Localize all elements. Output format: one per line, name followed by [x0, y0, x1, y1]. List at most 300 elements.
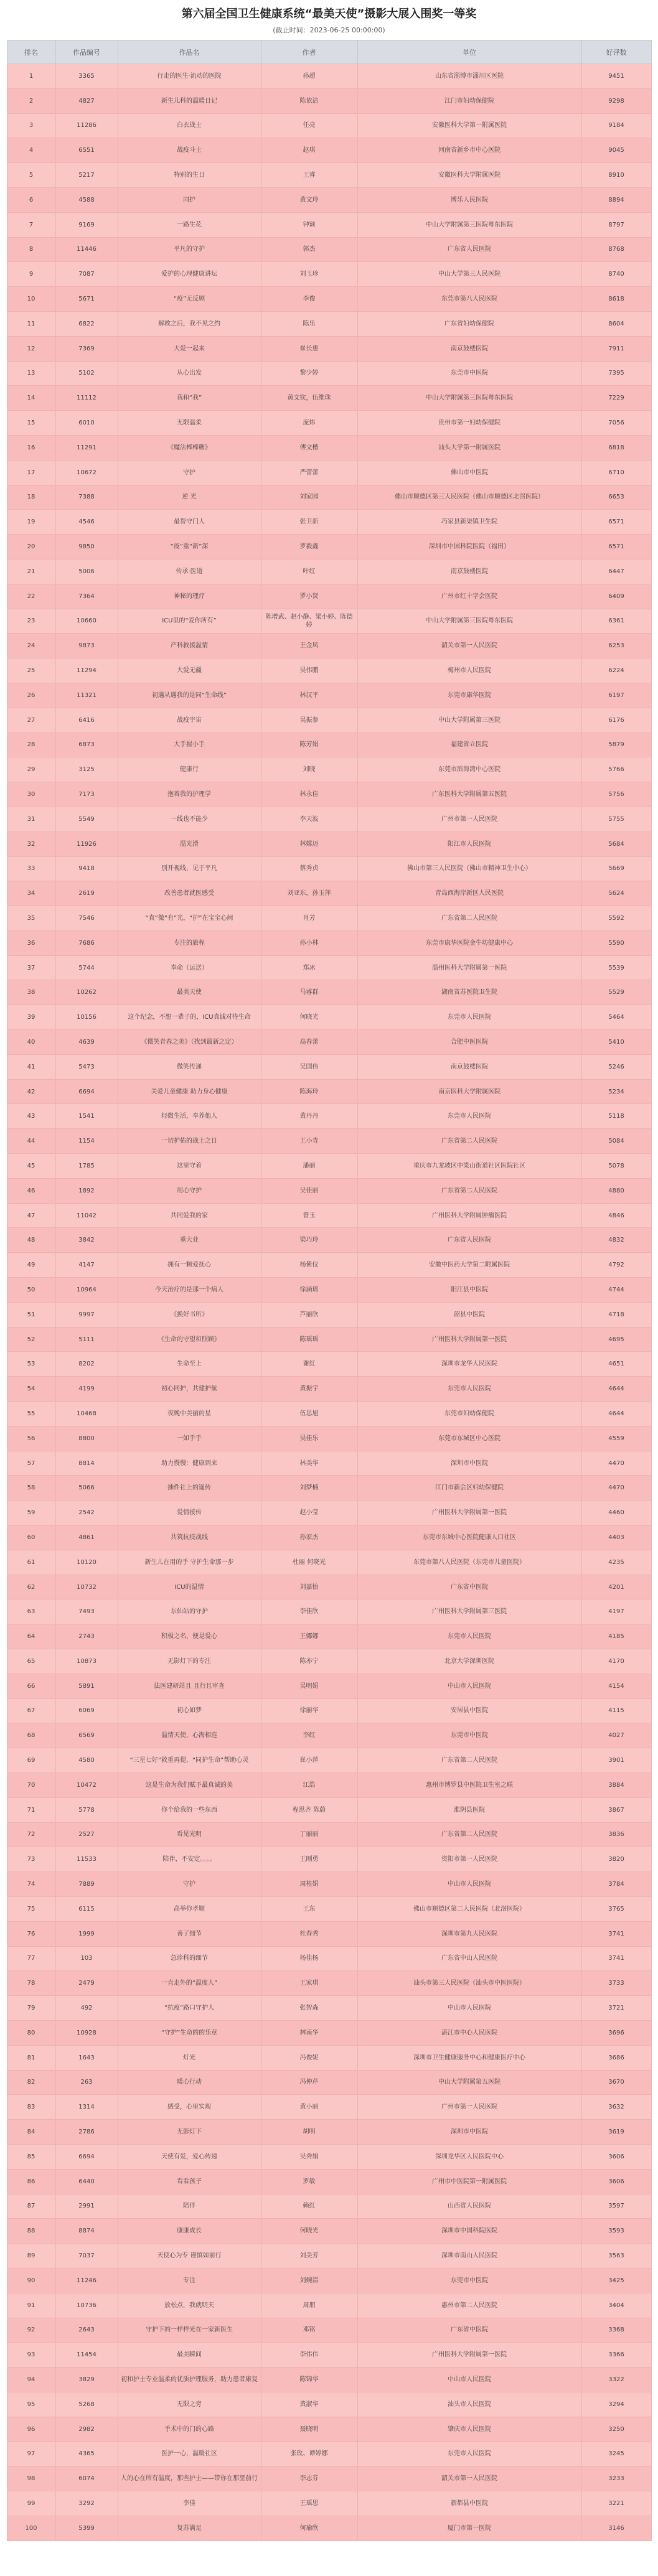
code-cell: 4588 [55, 187, 118, 212]
title-cell: 天使有爱，爱心传递 [118, 2144, 261, 2169]
rank-cell: 49 [7, 1253, 55, 1278]
rank-cell: 99 [7, 2491, 55, 2516]
rank-cell: 32 [7, 831, 55, 856]
table-row [7, 559, 651, 584]
rank-cell: 11 [7, 311, 55, 336]
rank-cell: 20 [7, 535, 55, 560]
unit-cell: 资阳市第一人民医院 [357, 1847, 581, 1872]
rank-cell: 80 [7, 2020, 55, 2045]
unit-cell: 中山大学附属第三医院粤东医院 [357, 386, 581, 411]
table-row [7, 1476, 651, 1501]
code-cell: 2527 [55, 1822, 118, 1847]
code-cell: 3365 [55, 64, 118, 89]
rank-cell: 46 [7, 1178, 55, 1203]
unit-cell: 山东省淄博市淄川区医院 [357, 64, 581, 89]
author-cell: 林永佳 [261, 782, 357, 807]
table-row [7, 2144, 651, 2169]
table-row [7, 1847, 651, 1872]
title-cell: 传承·医道 [118, 559, 261, 584]
unit-cell: 惠州市第二人民医院 [357, 2293, 581, 2318]
title-cell: 共同爱我的家 [118, 1203, 261, 1228]
rank-cell: 21 [7, 559, 55, 584]
code-cell: 7889 [55, 1872, 118, 1897]
unit-cell: 中山市人民医院 [357, 1872, 581, 1897]
rank-cell: 71 [7, 1797, 55, 1822]
title-cell: 复苏满足 [118, 2516, 261, 2541]
unit-cell: 东莞市人民医院 [357, 1005, 581, 1030]
author-cell: 聂晓明 [261, 2417, 357, 2442]
code-cell: 8814 [55, 1451, 118, 1476]
rank-cell: 76 [7, 1921, 55, 1946]
table-row [7, 237, 651, 262]
table-row [7, 2095, 651, 2120]
unit-cell: 广东省第二人民医院 [357, 1822, 581, 1847]
unit-cell: 中山大学附属第五医院 [357, 2070, 581, 2095]
title-cell: 最美天使 [118, 980, 261, 1005]
unit-cell: 佛山市第三人民医院（佛山市精神卫生中心） [357, 856, 581, 881]
votes-cell: 4744 [581, 1278, 651, 1303]
rank-cell: 54 [7, 1377, 55, 1402]
unit-cell: 韶关市第一人民医院 [357, 634, 581, 658]
unit-cell: 佛山市顺德区第三人民医院（佛山市顺德区北滘医院） [357, 485, 581, 510]
table-row [7, 1748, 651, 1773]
unit-cell: 东莞市人民医院 [357, 1377, 581, 1402]
votes-cell: 5590 [581, 930, 651, 955]
unit-cell: 山西省人民医院 [357, 2194, 581, 2219]
code-cell: 6416 [55, 708, 118, 733]
table-row [7, 1402, 651, 1426]
unit-cell: 佛山市中医院 [357, 460, 581, 485]
unit-cell: 安居县中医院 [357, 1698, 581, 1723]
table-row [7, 1253, 651, 1278]
votes-cell: 3696 [581, 2020, 651, 2045]
author-cell: 陈锦华 [261, 2368, 357, 2392]
table-row [7, 1054, 651, 1079]
votes-cell: 3765 [581, 1896, 651, 1921]
unit-cell: 东莞市人民医院 [357, 1104, 581, 1129]
unit-cell: 北京大学深圳医院 [357, 1649, 581, 1674]
table-row [7, 1030, 651, 1055]
unit-cell: 中山大学附属第三医院 [357, 708, 581, 733]
title-cell: “疫”无反顾 [118, 287, 261, 312]
code-cell: 4546 [55, 510, 118, 535]
votes-cell: 3368 [581, 2318, 651, 2343]
table-row [7, 535, 651, 560]
rank-cell: 39 [7, 1005, 55, 1030]
unit-cell: 东莞市人民医院 [357, 1624, 581, 1649]
table-row [7, 1599, 651, 1624]
author-cell: 林嫦迈 [261, 831, 357, 856]
rank-cell: 14 [7, 386, 55, 411]
code-cell: 263 [55, 2070, 118, 2095]
title-cell: 特别的生日 [118, 163, 261, 188]
title-cell: 康康成长 [118, 2219, 261, 2244]
unit-cell: 中山大学附属第三医院粤东医院 [357, 212, 581, 237]
author-cell: 林南华 [261, 2020, 357, 2045]
unit-cell: 广州市第一人民医院 [357, 807, 581, 831]
author-cell: 崔长惠 [261, 336, 357, 361]
title-cell: 《微笑青春之美》（找到最新之定） [118, 1030, 261, 1055]
votes-cell: 6571 [581, 535, 651, 560]
code-cell: 7388 [55, 485, 118, 510]
code-cell: 9873 [55, 634, 118, 658]
author-cell: 郑冰 [261, 955, 357, 980]
title-cell: 温情天使，心海相连 [118, 1723, 261, 1748]
unit-cell: 温州医科大学附属第一医院 [357, 955, 581, 980]
table-row [7, 287, 651, 312]
votes-cell: 8740 [581, 262, 651, 287]
votes-cell: 3250 [581, 2417, 651, 2442]
table-row [7, 1377, 651, 1402]
column-header-code: 作品编号 [55, 40, 118, 64]
unit-cell: 东莞市第八人民医院（东莞市儿童医院） [357, 1550, 581, 1575]
table-row [7, 113, 651, 138]
rank-cell: 62 [7, 1575, 55, 1599]
code-cell: 9850 [55, 535, 118, 560]
author-cell: 陈亦宁 [261, 1649, 357, 1674]
unit-cell: 中山市人民医院 [357, 1996, 581, 2021]
code-cell: 10120 [55, 1550, 118, 1575]
author-cell: 罗小贤 [261, 584, 357, 609]
table-row [7, 906, 651, 931]
rank-cell: 1 [7, 64, 55, 89]
votes-cell: 9451 [581, 64, 651, 89]
votes-cell: 5529 [581, 980, 651, 1005]
table-row [7, 1822, 651, 1847]
title-cell: 用心守护 [118, 1178, 261, 1203]
table-row [7, 64, 651, 89]
author-cell: 吴明娟 [261, 1674, 357, 1698]
code-cell: 2643 [55, 2318, 118, 2343]
unit-cell: 广州市红十字会医院 [357, 584, 581, 609]
author-cell: 赵小莹 [261, 1501, 357, 1525]
votes-cell: 5464 [581, 1005, 651, 1030]
code-cell: 1314 [55, 2095, 118, 2120]
code-cell: 5473 [55, 1054, 118, 1079]
rank-cell: 48 [7, 1228, 55, 1253]
author-cell: 吴秀娟 [261, 2144, 357, 2169]
author-cell: 吴振参 [261, 708, 357, 733]
table-row [7, 1896, 651, 1921]
code-cell: 1643 [55, 2045, 118, 2070]
column-header-rank: 排名 [7, 40, 55, 64]
title-cell: 一路生花 [118, 212, 261, 237]
title-cell: 东仙站的守护 [118, 1599, 261, 1624]
code-cell: 11321 [55, 683, 118, 708]
title-cell: 《生命的守望和照顾》 [118, 1327, 261, 1352]
table-row [7, 88, 651, 113]
author-cell: 邓铭 [261, 2318, 357, 2343]
author-cell: 梁巧玲 [261, 1228, 357, 1253]
title-cell: 守护 [118, 1872, 261, 1897]
ranking-table [7, 40, 652, 2541]
table-row [7, 1352, 651, 1377]
title-cell: 《魔法棒棒糖》 [118, 435, 261, 460]
unit-cell: 湖南省苏医院卫生院 [357, 980, 581, 1005]
title-cell: 重大业 [118, 1228, 261, 1253]
table-row [7, 1624, 651, 1649]
table-row [7, 856, 651, 881]
table-row [7, 336, 651, 361]
table-row [7, 1797, 651, 1822]
votes-cell: 7395 [581, 361, 651, 386]
table-row [7, 435, 651, 460]
unit-cell: 厦门市第一医院 [357, 2516, 581, 2541]
author-cell: 陈瑶瑶 [261, 1327, 357, 1352]
title-cell: 大爱一起来 [118, 336, 261, 361]
rank-cell: 78 [7, 1971, 55, 1996]
author-cell: 赵琪 [261, 138, 357, 163]
table-row [7, 1773, 651, 1797]
table-row [7, 1104, 651, 1129]
unit-cell: 重庆市九龙坡区中梁山街道社区医院社区 [357, 1154, 581, 1179]
rank-cell: 97 [7, 2442, 55, 2466]
votes-cell: 7056 [581, 411, 651, 436]
code-cell: 7493 [55, 1599, 118, 1624]
author-cell: 陈增武、赵小静、梁小婷、陈德婷 [261, 609, 357, 634]
unit-cell: 东莞市康华医院 [357, 683, 581, 708]
rank-cell: 43 [7, 1104, 55, 1129]
author-cell: 罗敏 [261, 2169, 357, 2194]
rank-cell: 61 [7, 1550, 55, 1575]
code-cell: 5891 [55, 1674, 118, 1698]
rank-cell: 94 [7, 2368, 55, 2392]
title-cell: 一如手手 [118, 1426, 261, 1451]
votes-cell: 3867 [581, 1797, 651, 1822]
author-cell: 赖红 [261, 2194, 357, 2219]
title-cell: 手术中的门的心路 [118, 2417, 261, 2442]
votes-cell: 3146 [581, 2516, 651, 2541]
rank-cell: 26 [7, 683, 55, 708]
code-cell: 7686 [55, 930, 118, 955]
rank-cell: 89 [7, 2244, 55, 2269]
votes-cell: 4115 [581, 1698, 651, 1723]
unit-cell: 汕头市人民医院 [357, 2392, 581, 2417]
unit-cell: 中山市人民医院 [357, 1674, 581, 1698]
rank-cell: 55 [7, 1402, 55, 1426]
votes-cell: 5118 [581, 1104, 651, 1129]
title-cell: 守护下的一样样光在一家新医生 [118, 2318, 261, 2343]
rank-cell: 7 [7, 212, 55, 237]
table-row [7, 460, 651, 485]
table-row [7, 485, 651, 510]
author-cell: 罗毅鑫 [261, 535, 357, 560]
votes-cell: 6176 [581, 708, 651, 733]
author-cell: 吴国伟 [261, 1054, 357, 1079]
title-cell: 李佳 [118, 2491, 261, 2516]
title-cell: 无影灯下的专注 [118, 1649, 261, 1674]
title-cell: 行走的医生·流动的医院 [118, 64, 261, 89]
table-row [7, 1996, 651, 2021]
rank-cell: 81 [7, 2045, 55, 2070]
title-cell: 这个纪念，不想一辈子的，ICU真诚对待生命 [118, 1005, 261, 1030]
rank-cell: 96 [7, 2417, 55, 2442]
code-cell: 6694 [55, 2144, 118, 2169]
author-cell: 李伟伟 [261, 2343, 357, 2368]
votes-cell: 3619 [581, 2120, 651, 2145]
title-cell: 同护 [118, 187, 261, 212]
unit-cell: 广东省第二人民医院 [357, 906, 581, 931]
title-cell: 善了细节 [118, 1921, 261, 1946]
table-row [7, 2268, 651, 2293]
unit-cell: 江门市妇幼保健院 [357, 88, 581, 113]
title-cell: 你个给我的一些东西 [118, 1797, 261, 1822]
title-cell: 平凡的守护 [118, 237, 261, 262]
author-cell: 马睿群 [261, 980, 357, 1005]
code-cell: 6694 [55, 1079, 118, 1104]
unit-cell: 阳江县中医院 [357, 1278, 581, 1303]
table-row [7, 1278, 651, 1303]
title-cell: 拥有一颗爱抚心 [118, 1253, 261, 1278]
title-cell: “抗疫”路口守护人 [118, 1996, 261, 2021]
title-cell: 暖心行动 [118, 2070, 261, 2095]
votes-cell: 3836 [581, 1822, 651, 1847]
unit-cell: 中山大学附属第三医院粤东医院 [357, 609, 581, 634]
table-row [7, 1525, 651, 1550]
author-cell: 刘婉清 [261, 2268, 357, 2293]
author-cell: 何晓光 [261, 1005, 357, 1030]
code-cell: 7369 [55, 336, 118, 361]
code-cell: 5671 [55, 287, 118, 312]
author-cell: 孙小林 [261, 930, 357, 955]
rank-cell: 47 [7, 1203, 55, 1228]
unit-cell: 肇庆市人民医院 [357, 2417, 581, 2442]
votes-cell: 4460 [581, 1501, 651, 1525]
rank-cell: 52 [7, 1327, 55, 1352]
author-cell: 徐涵瑶 [261, 1278, 357, 1303]
table-row [7, 1550, 651, 1575]
title-cell: 奉命（运送） [118, 955, 261, 980]
code-cell: 11291 [55, 435, 118, 460]
code-cell: 7364 [55, 584, 118, 609]
votes-cell: 4651 [581, 1352, 651, 1377]
author-cell: 冯仲芹 [261, 2070, 357, 2095]
table-row [7, 1327, 651, 1352]
table-row [7, 311, 651, 336]
table-row [7, 1501, 651, 1525]
code-cell: 1892 [55, 1178, 118, 1203]
unit-cell: 深圳市中医院 [357, 2120, 581, 2145]
code-cell: 4199 [55, 1377, 118, 1402]
code-cell: 4639 [55, 1030, 118, 1055]
votes-cell: 3686 [581, 2045, 651, 2070]
title-cell: 感受，心里实现 [118, 2095, 261, 2120]
title-cell: 一线也不能少 [118, 807, 261, 831]
code-cell: 5217 [55, 163, 118, 188]
code-cell: 5744 [55, 955, 118, 980]
code-cell: 6569 [55, 1723, 118, 1748]
code-cell: 492 [55, 1996, 118, 2021]
table-row [7, 1872, 651, 1897]
unit-cell: 东莞市中医院 [357, 361, 581, 386]
author-cell: 王东 [261, 1896, 357, 1921]
code-cell: 7546 [55, 906, 118, 931]
title-cell: 逆 光 [118, 485, 261, 510]
column-header-unit: 单位 [357, 40, 581, 64]
table-row [7, 955, 651, 980]
rank-cell: 93 [7, 2343, 55, 2368]
author-cell: 王娜娜 [261, 1624, 357, 1649]
title-cell: 陪伴 [118, 2194, 261, 2219]
votes-cell: 5755 [581, 807, 651, 831]
table-row [7, 2020, 651, 2045]
votes-cell: 5879 [581, 733, 651, 757]
title-cell: ICU的温情 [118, 1575, 261, 1599]
table-row [7, 510, 651, 535]
unit-cell: 深圳市龙华人民医院 [357, 1352, 581, 1377]
table-row [7, 2293, 651, 2318]
table-row [7, 708, 651, 733]
unit-cell: 广东省人民医院 [357, 237, 581, 262]
title-cell: 夜晚中美丽的星 [118, 1402, 261, 1426]
code-cell: 5102 [55, 361, 118, 386]
unit-cell: 淮阴县医院 [357, 1797, 581, 1822]
rank-cell: 77 [7, 1946, 55, 1971]
rank-cell: 45 [7, 1154, 55, 1179]
title-cell: 别开视线，见于平凡 [118, 856, 261, 881]
unit-cell: 惠州市博罗县中医院卫生室之联 [357, 1773, 581, 1797]
code-cell: 11042 [55, 1203, 118, 1228]
title-cell: “守护”生命的的乐章 [118, 2020, 261, 2045]
code-cell: 11454 [55, 2343, 118, 2368]
column-header-title: 作品名 [118, 40, 261, 64]
unit-cell: 广东省第二人民医院 [357, 1129, 581, 1154]
code-cell: 11286 [55, 113, 118, 138]
votes-cell: 4235 [581, 1550, 651, 1575]
author-cell: 胡明 [261, 2120, 357, 2145]
code-cell: 10928 [55, 2020, 118, 2045]
code-cell: 5066 [55, 1476, 118, 1501]
rank-cell: 10 [7, 287, 55, 312]
unit-cell: 广州医科大学附属第一医院 [357, 2343, 581, 2368]
table-row [7, 1203, 651, 1228]
title-cell: 这是生命为我们赋予最真诚的美 [118, 1773, 261, 1797]
title-cell: 最美瞬间 [118, 2343, 261, 2368]
votes-cell: 9298 [581, 88, 651, 113]
votes-cell: 3721 [581, 1996, 651, 2021]
rank-cell: 37 [7, 955, 55, 980]
unit-cell: 深圳龙华区人民医院中心 [357, 2144, 581, 2169]
author-cell: 李天波 [261, 807, 357, 831]
rank-cell: 9 [7, 262, 55, 287]
table-row [7, 2417, 651, 2442]
votes-cell: 6409 [581, 584, 651, 609]
votes-cell: 6571 [581, 510, 651, 535]
votes-cell: 6253 [581, 634, 651, 658]
rank-cell: 75 [7, 1896, 55, 1921]
rank-cell: 51 [7, 1302, 55, 1327]
votes-cell: 3884 [581, 1773, 651, 1797]
rank-cell: 92 [7, 2318, 55, 2343]
votes-cell: 3425 [581, 2268, 651, 2293]
title-cell: 一切护佑的战士之日 [118, 1129, 261, 1154]
author-cell: 李佳欣 [261, 1599, 357, 1624]
votes-cell: 4197 [581, 1599, 651, 1624]
code-cell: 3829 [55, 2368, 118, 2392]
author-cell: 何晓光 [261, 2219, 357, 2244]
author-cell: 江浩 [261, 1773, 357, 1797]
votes-cell: 4644 [581, 1377, 651, 1402]
unit-cell: 广州医科大学附属第一医院 [357, 1327, 581, 1352]
rank-cell: 59 [7, 1501, 55, 1525]
code-cell: 9418 [55, 856, 118, 881]
unit-cell: 东莞市中医院 [357, 1723, 581, 1748]
author-cell: 张卫新 [261, 510, 357, 535]
table-row [7, 187, 651, 212]
votes-cell: 6447 [581, 559, 651, 584]
rank-cell: 64 [7, 1624, 55, 1649]
table-row [7, 658, 651, 683]
